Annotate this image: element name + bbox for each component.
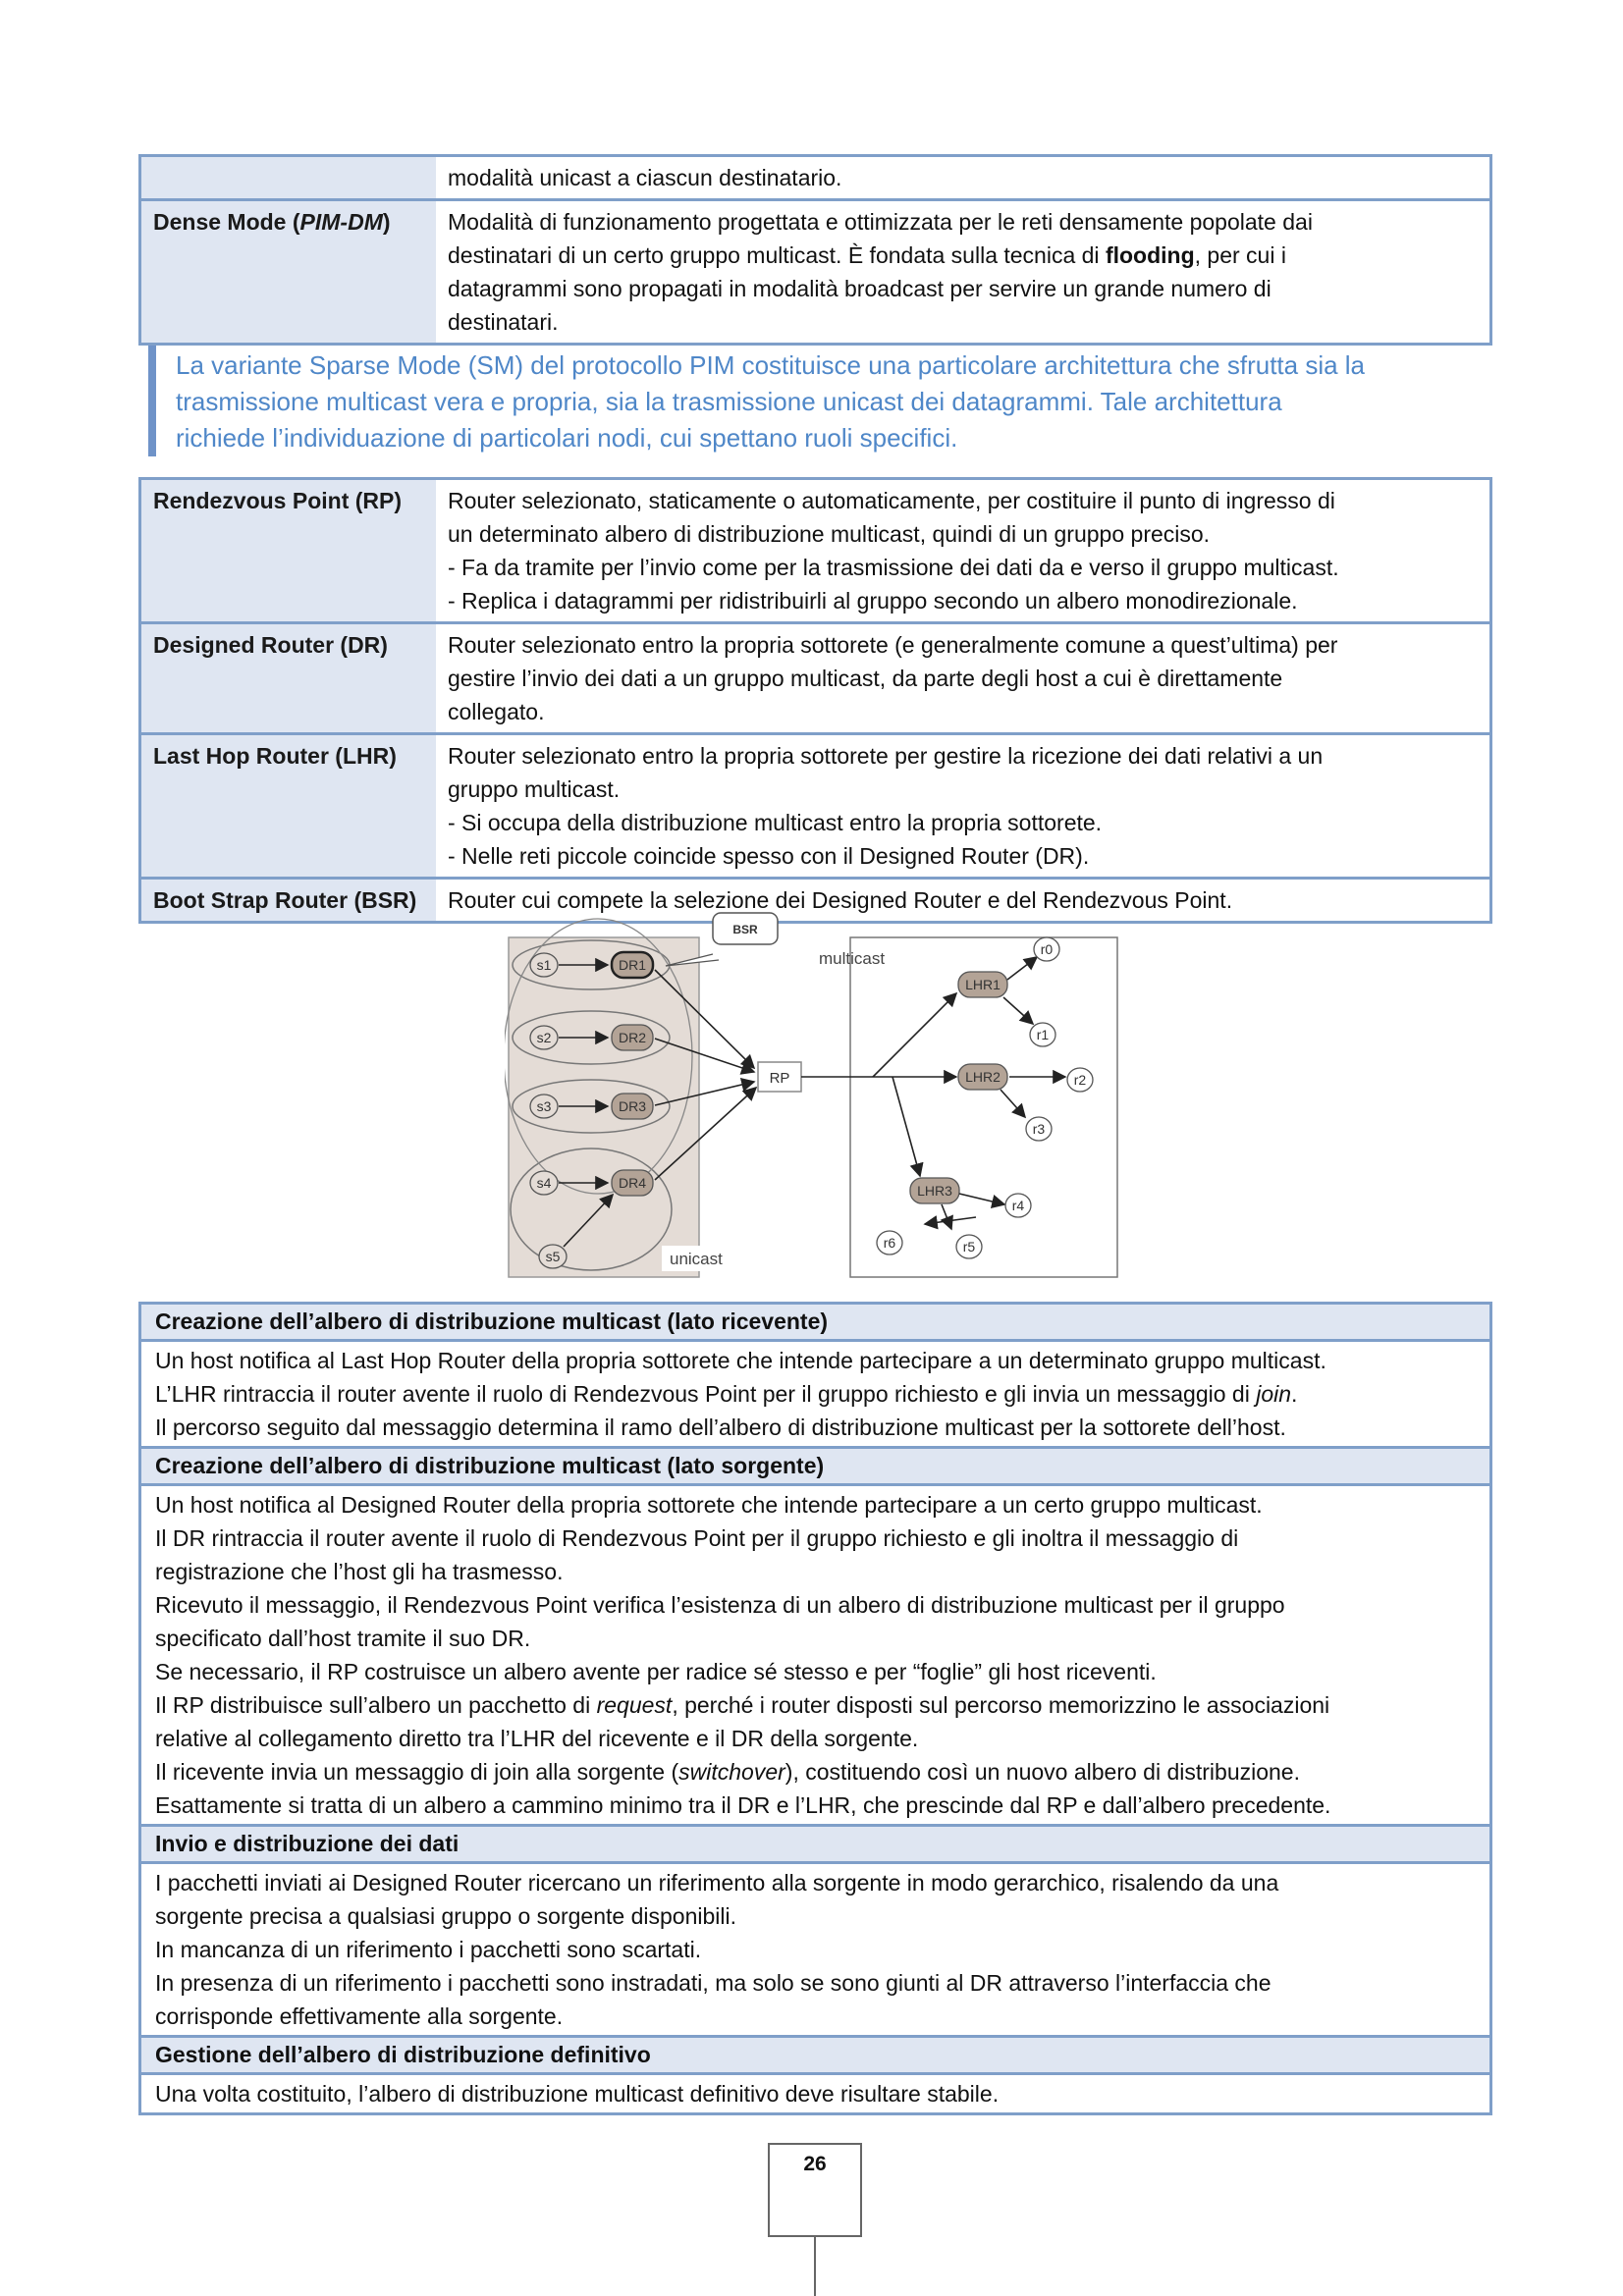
procedure-body: I pacchetti inviati ai Designed Router ricercano un riferimento alla sorgente in modo gerarchico, risalendo da una sorgente precisa a qualsiasi gruppo o sorgente disponibili. In mancanza di un riferimento i pacchetti sono scartati. In presenza di un riferimento i pacchetti sono instradati, ma solo se sono giunti al DR attraverso l’interfaccia che corrisponde effettivamente alla sorgente. [141,1861,1489,2035]
role-row-lhr [141,732,1489,877]
source-label: s1 [536,957,552,973]
receiver-label: r5 [962,1239,976,1255]
bsr-label: BSR [732,923,758,936]
procedure-body: Una volta costituito, l’albero di distribuzione multicast definitivo deve risultare stabile. [141,2072,1489,2112]
receiver-label: r2 [1073,1072,1087,1088]
pim-modes-table [138,154,1492,346]
continuation-text: modalità unicast a ciascun destinatario. [448,165,842,190]
procedure-heading: Creazione dell’albero di distribuzione multicast (lato ricevente) [141,1305,1489,1339]
unicast-label: unicast [670,1250,723,1268]
multicast-label: multicast [819,949,886,968]
receiver-label: r0 [1040,941,1054,957]
role-term: Boot Strap Router (BSR) [141,880,436,921]
procedures-table [138,1302,1492,2115]
roles-table [138,477,1492,924]
continuation-row [141,157,1489,198]
role-term: Rendezvous Point (RP) [141,480,436,621]
dr-label: DR3 [618,1098,647,1114]
source-label: s5 [545,1249,561,1264]
source-label: s3 [536,1098,552,1114]
dr-label: DR4 [618,1175,647,1191]
role-row-rp [141,480,1489,621]
rp-label: RP [769,1070,790,1087]
empty-term-cell [141,157,436,198]
procedure-body: Un host notifica al Designed Router della propria sottorete che intende partecipare a un certo gruppo multicast. Il DR rintraccia il router avente il ruolo di Rendezvous Point per il gruppo richiesto e gli inoltra il messaggio di registrazione che l’host gli ha trasmesso. Ricevuto il messaggio, il Rendezvous Point verifica l’esistenza di un albero di distribuzione multicast per il gruppo specificato dall’host tramite il suo DR. Se necessario, il RP costruisce un albero avente per radice sé stesso e per “foglie” gli host riceventi. Il RP distribuisce sull’albero un pacchetto di request, perché i router disposti sul percorso memorizzino le associazioni relative al collegamento diretto tra l’LHR del ricevente e il DR della sorgente. Il ricevente invia un messaggio di join alla sorgente (switchover), costituendo così un nuovo albero di distribuzione. Esattamente si tratta di un albero a cammino minimo tra il DR e l’LHR, che prescinde dal RP e dall’albero precedente. [141,1483,1489,1824]
page-number-stem [814,2236,816,2296]
procedure-body: Un host notifica al Last Hop Router della propria sottorete che intende partecipare a un determinato gruppo multicast. L’LHR rintraccia il router avente il ruolo di Rendezvous Point per il gruppo richiesto e gli invia un messaggio di join. Il percorso seguito dal messaggio determina il ramo dell’albero di distribuzione multicast per la sottorete dell’host. [141,1339,1489,1446]
source-label: s4 [536,1175,552,1191]
dense-mode-definition: Modalità di funzionamento progettata e ottimizzata per le reti densamente popolate dai destinatari di un certo gruppo multicast. È fondata sulla tecnica di flooding, per cui i datagrammi sono propagati in modalità broadcast per servire un grande numero di destinatari. [448,209,1313,335]
receiver-label: r4 [1011,1198,1025,1213]
dense-mode-row [141,198,1489,343]
role-definition: Router selezionato, staticamente o automaticamente, per costituire il punto di ingresso di un determinato albero di distribuzione multicast, quindi di un gruppo preciso. - Fa da tramite per l’invio come per la trasmissione dei dati da e verso il gruppo multicast. - Replica i datagrammi per ridistribuirli al gruppo secondo un albero monodirezionale. [448,488,1339,614]
lhr-label: LHR2 [965,1069,1001,1085]
lhr-label: LHR3 [917,1183,952,1199]
source-label: s2 [536,1030,552,1045]
sparse-mode-callout: La variante Sparse Mode (SM) del protocollo PIM costituisce una particolare architettura che sfrutta sia la trasmissione multicast vera e propria, sia la trasmissione unicast dei datagrammi. Tale architettura richiede l’individuazione di particolari nodi, cui spettano ruoli specifici. [148,346,1493,456]
lhr-label: LHR1 [965,977,1001,992]
role-term: Last Hop Router (LHR) [141,735,436,877]
procedure-heading: Creazione dell’albero di distribuzione multicast (lato sorgente) [141,1446,1489,1483]
dr-label: DR2 [618,1030,647,1045]
procedure-heading: Gestione dell’albero di distribuzione definitivo [141,2035,1489,2072]
role-definition: Router selezionato entro la propria sottorete (e generalmente comune a quest’ultima) per gestire l’invio dei dati a un gruppo multicast, da parte degli host a cui è direttamente collegato. [448,632,1338,724]
page-number: 26 [768,2143,862,2237]
procedure-heading: Invio e distribuzione dei dati [141,1824,1489,1861]
receiver-label: r1 [1036,1027,1050,1042]
role-definition: Router selezionato entro la propria sottorete per gestire la ricezione dei dati relativi a un gruppo multicast. - Si occupa della distribuzione multicast entro la propria sottorete. - Nelle reti piccole coincide spesso con il Designed Router (DR). [448,743,1324,869]
dense-mode-term: Dense Mode (PIM-DM) [141,201,436,343]
receiver-label: r3 [1032,1121,1046,1137]
receiver-label: r6 [883,1235,896,1251]
role-definition: Router cui compete la selezione dei Designed Router e del Rendezvous Point. [448,887,1233,913]
dr-label: DR1 [618,957,647,973]
role-term: Designed Router (DR) [141,624,436,732]
role-row-dr [141,621,1489,732]
pim-sm-diagram [505,903,1123,1283]
